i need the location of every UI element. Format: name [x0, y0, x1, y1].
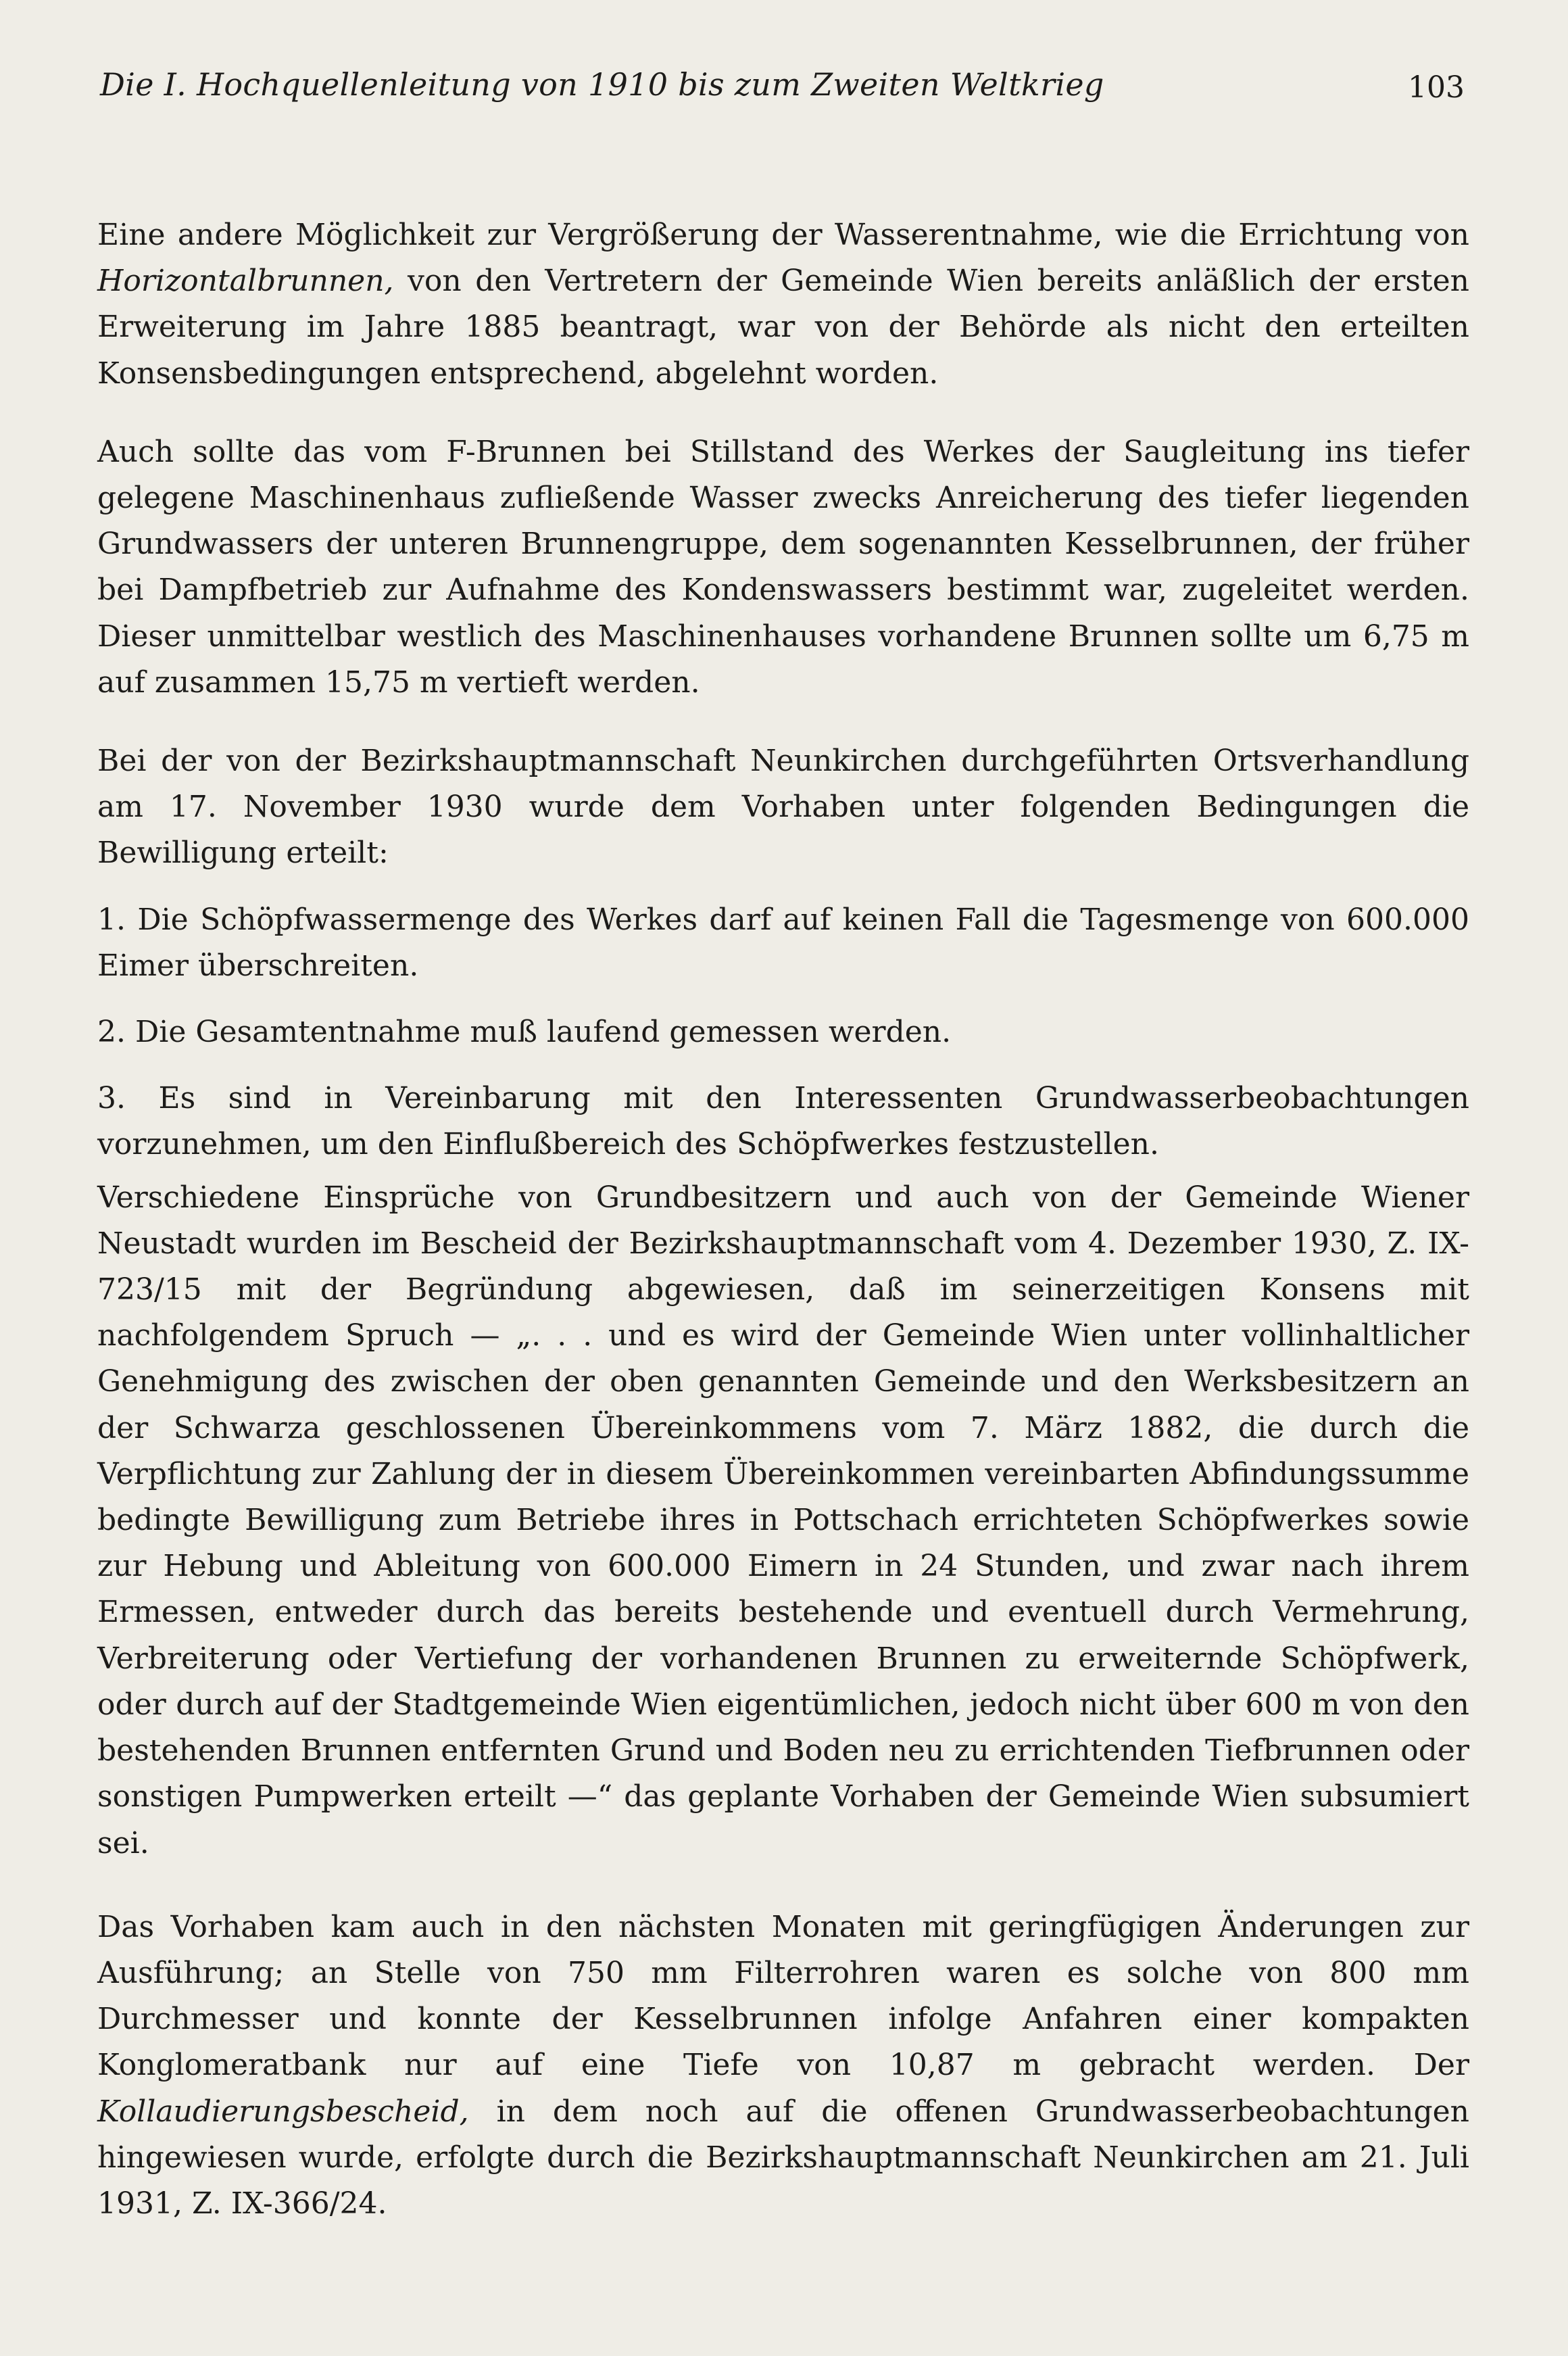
condition-item-3: 3. Es sind in Vereinbarung mit den Interessenten Grundwasserbeobachtungen vorzunehmen, um den Einflußbereich des Schöpfwerkes festzustellen.: [97, 1081, 1469, 1162]
paragraph-kollaudierung: [97, 1904, 1469, 2227]
paragraph-text: in dem noch auf die offenen Grundwasserbeobachtungen hingewiesen wurde, erfolgte durch die Bezirkshauptmannschaft Neunkirchen am 21. Juli 1931, Z. IX-366/24.: [97, 2094, 1469, 2221]
condition-item-1: 1. Die Schöpfwassermenge des Werkes darf auf keinen Fall die Tagesmenge von 600.000 Eimer überschreiten.: [97, 902, 1469, 983]
paragraph-horizontalbrunnen: [97, 212, 1469, 397]
paragraph-text: Eine andere Möglichkeit zur Vergrößerung der Wasserentnahme, wie die Errichtung von: [97, 218, 1469, 252]
running-title: Die I. Hochquellenleitung von 1910 bis zum Zweiten Weltkrieg: [100, 66, 1104, 103]
emphasis-term: Horizontalbrunnen,: [97, 264, 394, 299]
paragraph-text: von den Vertretern der Gemeinde Wien bereits anläßlich der ersten Erweiterung im Jahre 1885 beantragt, war von der Behörde als nicht den erteilten Konsensbedingungen entsprechend, abgelehnt worden.: [97, 264, 1469, 391]
paragraph-ortsverhandlung: Bei der von der Bezirkshauptmannschaft Neunkirchen durchgeführten Ortsverhandlung am 17. November 1930 wurde dem Vorhaben unter folgenden Bedingungen die Bewilligung erteilt:: [97, 744, 1469, 871]
paragraph-einsprueche: Verschiedene Einsprüche von Grundbesitzern und auch von der Gemeinde Wiener Neustadt wurden im Bescheid der Bezirkshauptmannschaft vom 4. Dezember 1930, Z. IX-723/15 mit der Begründung abgewiesen, daß im seinerzeitigen Konsens mit nachfolgendem Spruch — „. . . und es wird der Gemeinde Wien unter vollinhaltlicher Genehmigung des zwischen der oben genannten Gemeinde und den Werksbesitzern an der Schwarza geschlossenen Übereinkommens vom 7. März 1882, die durch die Verpflichtung zur Zahlung der in diesem Übereinkommen vereinbarten Abfindungssumme bedingte Bewilligung zum Betriebe ihres in Pottschach errichteten Schöpfwerkes sowie zur Hebung und Ableitung von 600.000 Eimern in 24 Stunden, und zwar nach ihrem Ermessen, entweder durch das bereits bestehende und eventuell durch Vermehrung, Verbreiterung oder Vertiefung der vorhandenen Brunnen zu erweiternde Schöpfwerk, oder durch auf der Stadtgemeinde Wien eigentümlichen, jedoch nicht über 600 m von den bestehenden Brunnen entfernten Grund und Boden neu zu errichtenden Tiefbrunnen oder sonstigen Pumpwerken erteilt —“ das geplante Vorhaben der Gemeinde Wien subsumiert sei.: [97, 1180, 1469, 1860]
paragraph-text: Das Vorhaben kam auch in den nächsten Monaten mit geringfügigen Änderungen zur Ausführung; an Stelle von 750 mm Filterrohren waren es solche von 800 mm Durchmesser und konnte der Kesselbrunnen infolge Anfahren einer kompakten Konglomeratbank nur auf eine Tiefe von 10,87 m gebracht werden. Der: [97, 1909, 1469, 2083]
paragraph-kesselbrunnen: Auch sollte das vom F-Brunnen bei Stillstand des Werkes der Saugleitung ins tiefer gelegene Maschinenhaus zufließende Wasser zwecks Anreicherung des tiefer liegenden Grundwassers der unteren Brunnengruppe, dem sogenannten Kesselbrunnen, der früher bei Dampfbetrieb zur Aufnahme des Kondenswassers bestimmt war, zugeleitet werden. Dieser unmittelbar westlich des Maschinenhauses vorhandene Brunnen sollte um 6,75 m auf zusammen 15,75 m vertieft werden.: [97, 434, 1469, 700]
body-text: [97, 212, 1469, 2227]
condition-item-2: 2. Die Gesamtentnahme muß laufend gemessen werden.: [97, 1015, 952, 1050]
emphasis-term: Kollaudierungsbescheid,: [97, 2094, 469, 2129]
page-number: 103: [1408, 70, 1465, 105]
